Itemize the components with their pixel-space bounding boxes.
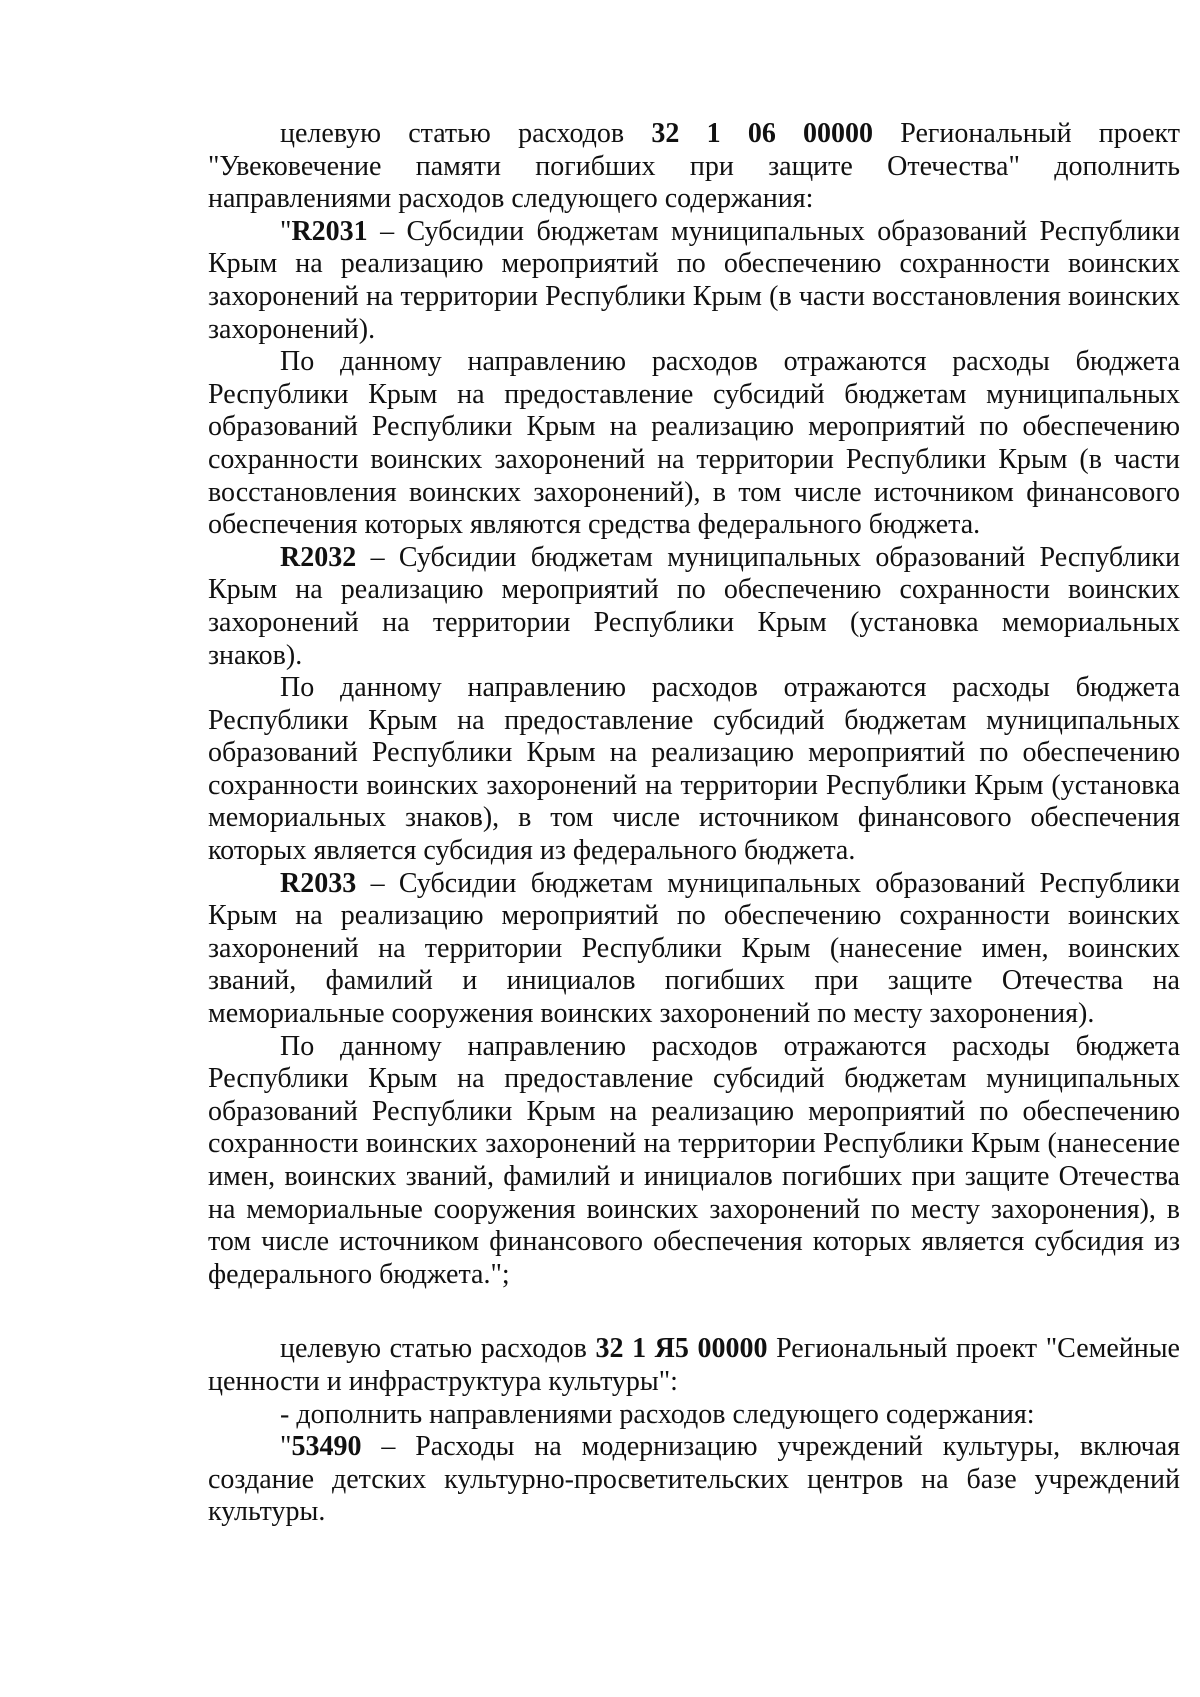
item-r2031-description: По данному направлению расходов отражаются расходы бюджета Республики Крым на предоставление субсидий бюджетам муниципальных образований Республики Крым на реализацию мероприятий по обеспечению сохранности воинских захоронений на территории Республики Крым (в части восстановления воинских захоронений), в том числе источником финансового обеспечения которых являются средства федерального бюджета. [208,346,1180,541]
item-r2032-title-text: – Субсидии бюджетам муниципальных образований Республики Крым на реализацию мероприятий по обеспечению сохранности воинских захоронений на территории Республики Крым (установка мемориальных знаков). [208,541,1180,671]
section2-instruction: - дополнить направлениями расходов следующего содержания: [280,1398,1035,1430]
document-page [208,118,1180,1529]
item-r2031-code: R2031 [291,215,368,247]
item-r2032-title [208,542,1180,672]
item-r2033-title [208,868,1180,1031]
item-r2031-lead: " [280,215,292,247]
item-r2032-code: R2032 [280,541,357,573]
section1-intro [208,118,1180,216]
item-53490-code: 53490 [291,1431,362,1463]
item-53490-title [208,1431,1180,1529]
item-r2033-title-text: – Субсидии бюджетам муниципальных образований Республики Крым на реализацию мероприятий по обеспечению сохранности воинских захоронений на территории Республики Крым (нанесение имен, воинских званий, фамилий и инициалов погибших при защите Отечества на мемориальные сооружения воинских захоронений по месту захоронения). [208,867,1180,1030]
item-r2032-description: По данному направлению расходов отражаются расходы бюджета Республики Крым на предоставление субсидий бюджетам муниципальных образований Республики Крым на реализацию мероприятий по обеспечению сохранности воинских захоронений на территории Республики Крым (установка мемориальных знаков), в том числе источником финансового обеспечения которых является субсидия из федерального бюджета. [208,672,1180,867]
section2-code: 32 1 Я5 00000 [595,1333,768,1365]
item-53490-title-text: – Расходы на модернизацию учреждений культуры, включая создание детских культурно-просветительских центров на базе учреждений культуры. [208,1431,1180,1528]
item-r2033-code: R2033 [280,867,357,899]
section2-intro-prefix: целевую статью расходов [280,1333,596,1365]
item-r2031-title-text: – Субсидии бюджетам муниципальных образований Республики Крым на реализацию мероприятий по обеспечению сохранности воинских захоронений на территории Республики Крым (в части восстановления воинских захоронений). [208,215,1180,345]
section1-code: 32 1 06 00000 [651,118,874,149]
section1-intro-suffix: Региональный проект "Увековечение памяти погибших при защите Отечества" дополнить направлениями расходов следующего содержания: [208,118,1180,215]
section2-intro-suffix: Региональный проект "Семейные ценности и инфраструктура культуры": [208,1333,1180,1397]
item-r2033-description: По данному направлению расходов отражаются расходы бюджета Республики Крым на предоставление субсидий бюджетам муниципальных образований Республики Крым на реализацию мероприятий по обеспечению сохранности воинских захоронений на территории Республики Крым (нанесение имен, воинских званий, фамилий и инициалов погибших при защите Отечества на мемориальные сооружения воинских захоронений по месту захоронения), в том числе источником финансового обеспечения которых является субсидия из федерального бюджета."; [208,1030,1180,1290]
item-r2031-title [208,216,1180,346]
section1-intro-prefix: целевую статью расходов [280,118,652,149]
section2-intro [208,1333,1180,1398]
item-53490-lead: " [280,1431,292,1463]
